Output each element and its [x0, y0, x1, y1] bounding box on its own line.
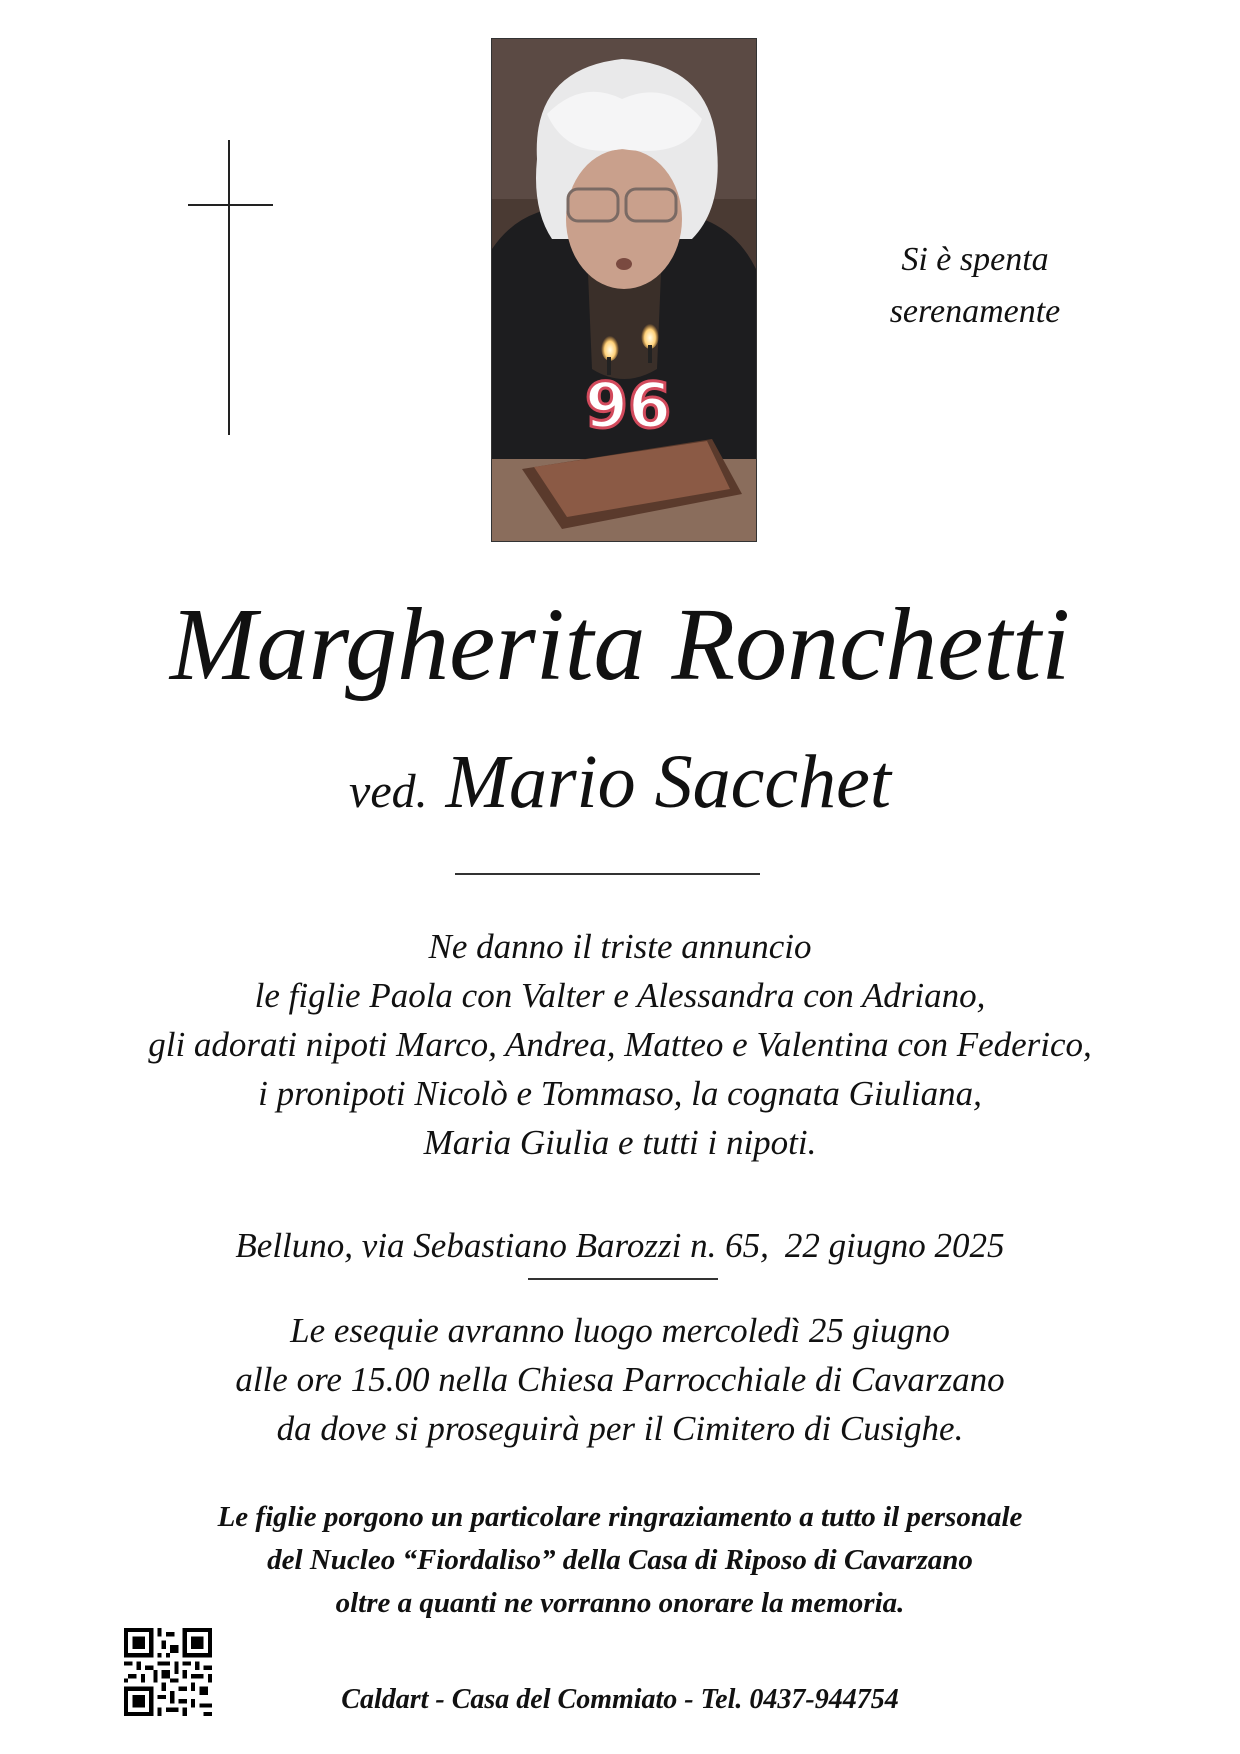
- divider: [528, 1278, 718, 1280]
- announcement-line: le figlie Paola con Valter e Alessandra con Adriano,: [254, 976, 986, 1015]
- thanks-line: Le figlie porgono un particolare ringraziamento a tutto il personale: [217, 1501, 1023, 1533]
- photo-illustration: [492, 39, 756, 541]
- cross-icon: [188, 140, 273, 435]
- deceased-name: Margherita Ronchetti: [169, 587, 1071, 702]
- side-note: [850, 234, 1100, 338]
- thanks-line: oltre a quanti ne vorranno onorare la memoria.: [335, 1587, 905, 1619]
- funeral-line: da dove si proseguirà per il Cimitero di Cusighe.: [276, 1409, 964, 1448]
- side-note-line: serenamente: [889, 293, 1061, 330]
- spouse-prefix: ved.: [349, 765, 428, 818]
- spouse-name: Mario Sacchet: [445, 740, 891, 824]
- funeral-line: Le esequie avranno luogo mercoledì 25 giugno: [290, 1311, 950, 1350]
- deceased-photo: [491, 38, 757, 542]
- place-and-date: [0, 1222, 1240, 1270]
- thanks-note: [40, 1496, 1200, 1625]
- announcement-line: Maria Giulia e tutti i nipoti.: [423, 1123, 817, 1162]
- date: 22 giugno 2025: [784, 1226, 1005, 1265]
- funeral-home-footer: Caldart - Casa del Commiato - Tel. 0437-944754: [341, 1684, 899, 1715]
- side-note-line: Si è spenta: [901, 241, 1049, 278]
- announcement-line: Ne danno il triste annuncio: [428, 927, 812, 966]
- announcement-line: gli adorati nipoti Marco, Andrea, Matteo e Valentina con Federico,: [148, 1025, 1092, 1064]
- announcement: [40, 922, 1200, 1167]
- announcement-line: i pronipoti Nicolò e Tommaso, la cognata Giuliana,: [258, 1074, 982, 1113]
- cross-horizontal-bar: [188, 204, 273, 206]
- candle-number: 96: [584, 369, 672, 442]
- address: Belluno, via Sebastiano Barozzi n. 65,: [235, 1226, 769, 1265]
- funeral-line: alle ore 15.00 nella Chiesa Parrocchiale di Cavarzano: [235, 1360, 1005, 1399]
- funeral-details: [40, 1306, 1200, 1453]
- spouse-line: [0, 737, 1240, 848]
- divider: [455, 873, 760, 875]
- thanks-line: del Nucleo “Fiordaliso” della Casa di Riposo di Cavarzano: [267, 1544, 973, 1576]
- cross-vertical-bar: [228, 140, 230, 435]
